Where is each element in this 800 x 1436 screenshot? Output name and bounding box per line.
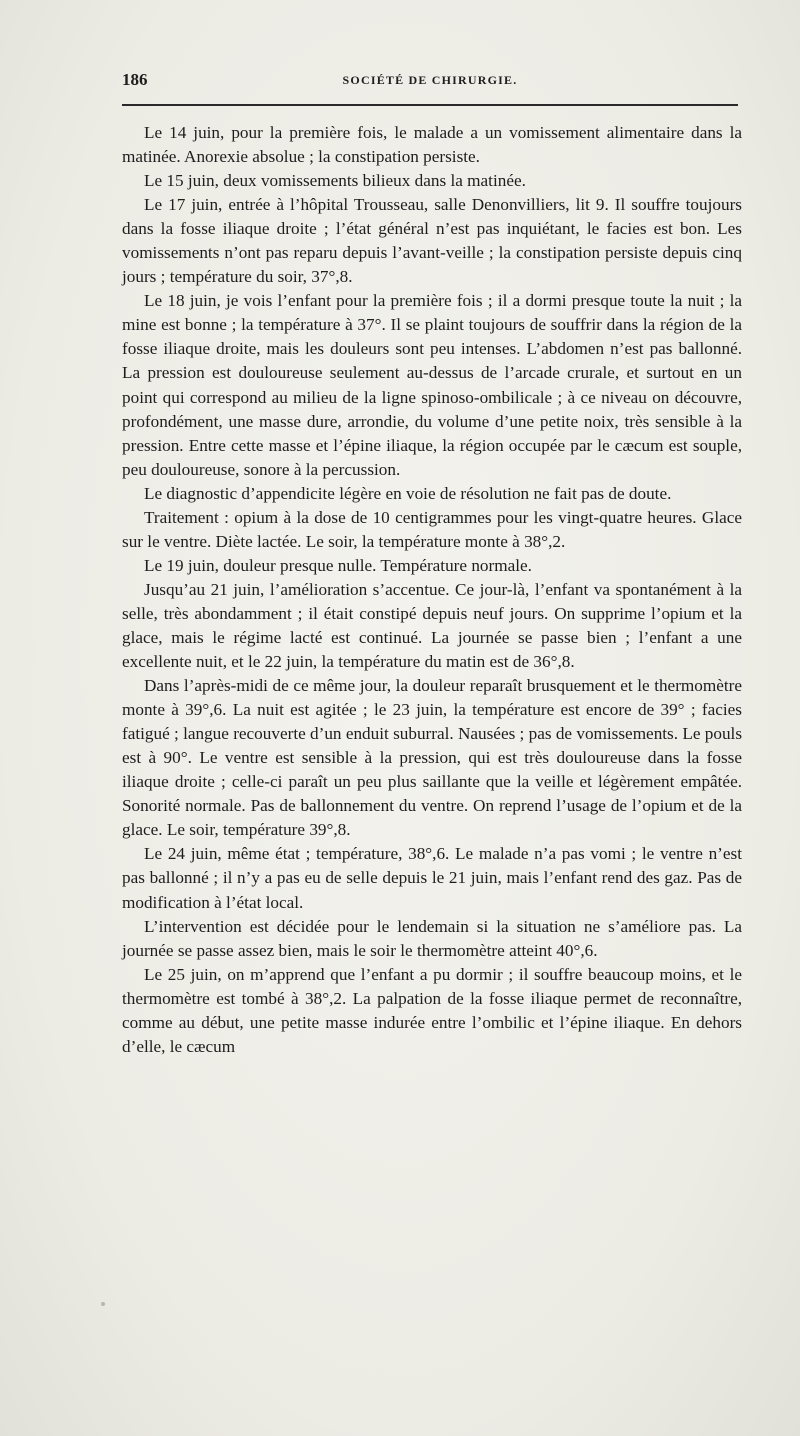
page-number: 186 — [122, 70, 148, 89]
paragraph: Le 18 juin, je vois l’enfant pour la première fois ; il a dormi presque toute la nuit ; la mine est bonne ; la température à 37°. Il se plaint toujours de souffrir dans la région de la fosse iliaque droite, mais les douleurs sont peu intenses. L’abdomen n’est pas ballonné. La pression est douloureuse seulement au-dessus de l’arcade crurale, et surtout en un point qui correspond au milieu de la ligne spinoso-ombilicale ; à ce niveau on découvre, profondément, une masse dure, arrondie, du volume d’une petite noix, très sensible à la pression. Entre cette masse et l’épine iliaque, la région occupée par le cæcum est souple, peu douloureuse, sonore à la percussion. — [122, 291, 742, 479]
header-rule — [122, 104, 738, 106]
paragraph: L’intervention est décidée pour le lendemain si la situation ne s’améliore pas. La journée se passe assez bien, mais le soir le thermomètre atteint 40°,6. — [122, 916, 742, 960]
paragraph: Traitement : opium à la dose de 10 centigrammes pour les vingt-quatre heures. Glace sur le ventre. Diète lactée. Le soir, la température monte à 38°,2. — [122, 507, 742, 551]
paragraph: Le 24 juin, même état ; température, 38°,6. Le malade n’a pas vomi ; le ventre n’est pas ballonné ; il n’y a pas eu de selle depuis le 21 juin, mais l’enfant rend des gaz. Pas de modification à l’état local. — [122, 844, 742, 912]
ink-speck — [101, 1302, 105, 1306]
running-title: SOCIÉTÉ DE CHIRURGIE. — [342, 73, 518, 87]
paragraph: Dans l’après-midi de ce même jour, la douleur reparaît brusquement et le thermomètre monte à 39°,6. La nuit est agitée ; le 23 juin, la température est encore de 39° ; facies fatigué ; langue recouverte d’un enduit suburral. Nausées ; pas de vomissements. Le pouls est à 90°. Le ventre est sensible à la pression, qui est très douloureuse dans la fosse iliaque droite ; celle-ci paraît un peu plus saillante que la veille et légèrement empâtée. Sonorité normale. Pas de ballonnement du ventre. On reprend l’usage de l’opium et de la glace. Le soir, température 39°,8. — [122, 676, 743, 840]
paragraph: Le 14 juin, pour la première fois, le malade a un vomissement alimentaire dans la matinée. Anorexie absolue ; la constipation persiste. — [122, 123, 742, 167]
paragraph: Jusqu’au 21 juin, l’amélioration s’accentue. Ce jour-là, l’enfant va spontanément à la selle, très abondamment ; il était constipé depuis neuf jours. On supprime l’opium et la glace, mais le régime lacté est continué. La journée se passe bien ; l’enfant a une excellente nuit, et le 22 juin, la température du matin est de 36°,8. — [122, 579, 742, 672]
body-text — [122, 121, 742, 1059]
running-head — [122, 70, 738, 96]
paragraph: Le 25 juin, on m’apprend que l’enfant a pu dormir ; il souffre beaucoup moins, et le thermomètre est tombé à 38°,2. La palpation de la fosse iliaque permet de reconnaître, comme au début, une petite masse indurée entre l’ombilic et l’épine iliaque. En dehors d’elle, le cæcum — [122, 964, 742, 1056]
paragraph: Le 15 juin, deux vomissements bilieux dans la matinée. — [144, 171, 526, 191]
paragraph: Le 19 juin, douleur presque nulle. Température normale. — [144, 555, 532, 575]
paragraph: Le 17 juin, entrée à l’hôpital Trousseau, salle Denonvilliers, lit 9. Il souffre toujours dans la fosse iliaque droite ; l’état général n’est pas inquiétant, le facies est bon. Les vomissements n’ont pas reparu depuis l’avant-veille ; la constipation persiste depuis cinq jours ; température du soir, 37°,8. — [122, 195, 742, 287]
paragraph: Le diagnostic d’appendicite légère en voie de résolution ne fait pas de doute. — [144, 483, 672, 503]
